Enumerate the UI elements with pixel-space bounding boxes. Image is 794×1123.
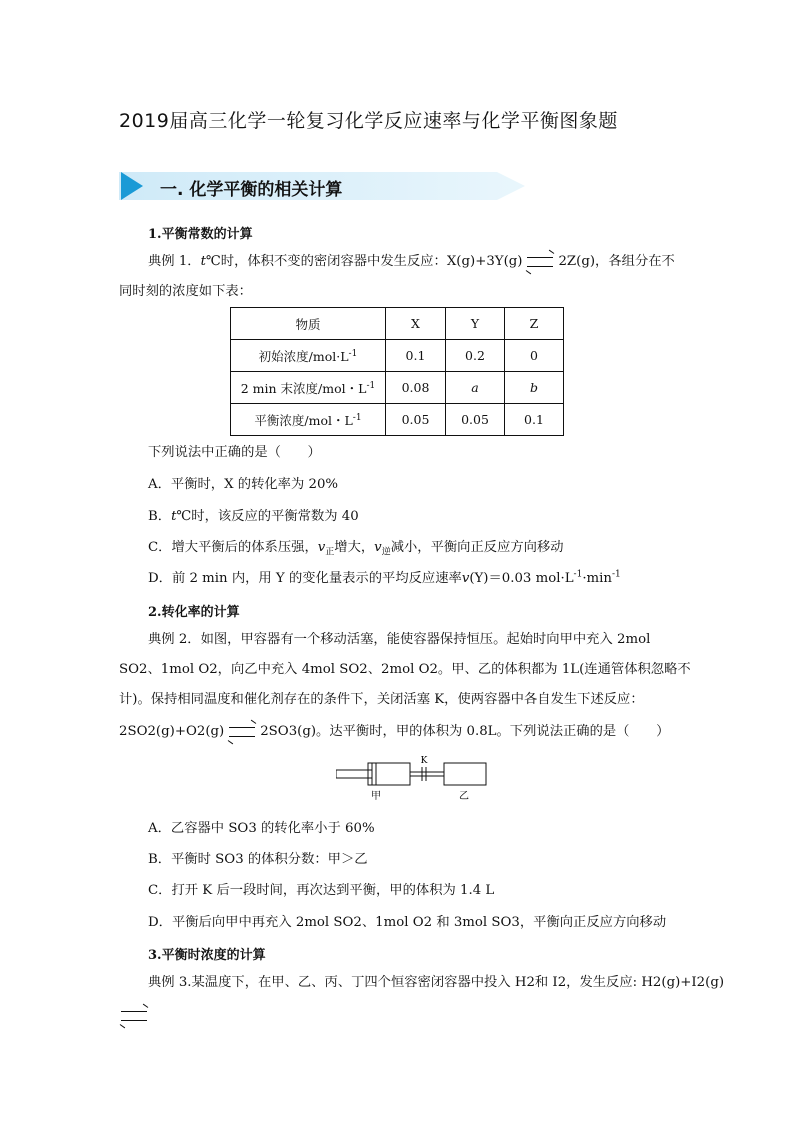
subsection-heading-3: 3.平衡时浓度的计算	[148, 948, 266, 963]
table-cell: 初始浓度$/mol\cdot L^{-1}$	[231, 340, 386, 372]
table-cell: 2 min 末浓度/mol・$L^{-1}$	[231, 372, 386, 404]
valve-k-label: K	[420, 756, 428, 766]
table-cell: b	[505, 372, 564, 404]
example2-line3: 计)。保持相同温度和催化剂存在的条件下，关闭活塞 K，使两容器中各自发生下述反应：	[119, 692, 644, 707]
table-cell: 0	[505, 340, 564, 372]
example2-line4: 2SO2(g)+O2(g) 2SO3(g)。达平衡时，甲的体积为 0.8L。下列说法正确的是（ ）	[119, 724, 670, 739]
container-jia-label: 甲	[371, 791, 381, 802]
example1-line2: 同时刻的浓度如下表：	[119, 284, 252, 299]
example2-line1: 典例 2．如图，甲容器有一个移动活塞，能使容器保持恒压。起始时向甲中充入 2mol	[148, 632, 651, 647]
table-cell: X	[386, 308, 446, 340]
example2-line2: SO2、1mol O2，向乙中充入 4mol SO2、2mol O2。甲、乙的体积都为 1L(连通管体积忽略不	[119, 662, 691, 677]
equilibrium-arrow-icon	[229, 727, 255, 737]
option-d: D．前 2 min 内，用 Y 的变化量表示的平均反应速率v(Y)＝0.03 $mol\cdot L^{-1}\cdot\min^{-1}$	[148, 569, 621, 586]
container-yi-label: 乙	[459, 791, 469, 802]
option-c: C．打开 K 后一段时间，再次达到平衡，甲的体积为 1.4 L	[148, 883, 495, 898]
section-heading: 一. 化学平衡的相关计算	[160, 180, 343, 200]
table-cell: 0.05	[446, 404, 505, 436]
table-row	[231, 340, 564, 372]
table-cell: 0.05	[386, 404, 446, 436]
table-cell: 0.1	[386, 340, 446, 372]
option-c: C．增大平衡后的体系压强，$v_正$增大，$v_逆$减小，平衡向正反应方向移动	[148, 540, 564, 558]
container-diagram	[336, 755, 488, 803]
equilibrium-arrow-icon	[527, 257, 553, 267]
table-cell: 0.1	[505, 404, 564, 436]
document-title: 2019届高三化学一轮复习化学反应速率与化学平衡图象题	[119, 110, 618, 132]
table-cell: 0.08	[386, 372, 446, 404]
example1-line1: 典例 1．t℃时，体积不变的密闭容器中发生反应：X(g)+3Y(g) 2Z(g)，各组分在不	[148, 254, 675, 269]
table-cell: 平衡浓度/mol・$L^{-1}$	[231, 404, 386, 436]
example3-line2	[119, 1006, 679, 1026]
table-cell: Z	[505, 308, 564, 340]
table-row	[231, 372, 564, 404]
example3-line1: 典例 3.某温度下，在甲、乙、丙、丁四个恒容密闭容器中投入 H2和 I2，发生反应: H2(g)+I2(g)	[148, 975, 725, 990]
table-header-row	[231, 308, 564, 340]
subsection-heading-2: 2.转化率的计算	[148, 605, 240, 620]
option-b: B．t℃时，该反应的平衡常数为 40	[148, 509, 359, 524]
option-b: B．平衡时 SO3 的体积分数：甲＞乙	[148, 852, 368, 867]
option-a: A．乙容器中 SO3 的转化率小于 60%	[148, 821, 375, 836]
equilibrium-arrow-icon	[121, 1011, 147, 1021]
example1-question: 下列说法中正确的是（ ）	[148, 445, 321, 460]
subsection-heading-1: 1.平衡常数的计算	[148, 227, 253, 242]
option-d: D．平衡后向甲中再充入 2mol SO2、1mol O2 和 3mol SO3，平衡向正反应方向移动	[148, 915, 667, 930]
table-cell: 0.2	[446, 340, 505, 372]
table-cell: Y	[446, 308, 505, 340]
table-cell: 物质	[231, 308, 386, 340]
table-cell: a	[446, 372, 505, 404]
table-row	[231, 404, 564, 436]
option-a: A．平衡时，X 的转化率为 20%	[148, 477, 339, 492]
concentration-table	[230, 307, 564, 436]
